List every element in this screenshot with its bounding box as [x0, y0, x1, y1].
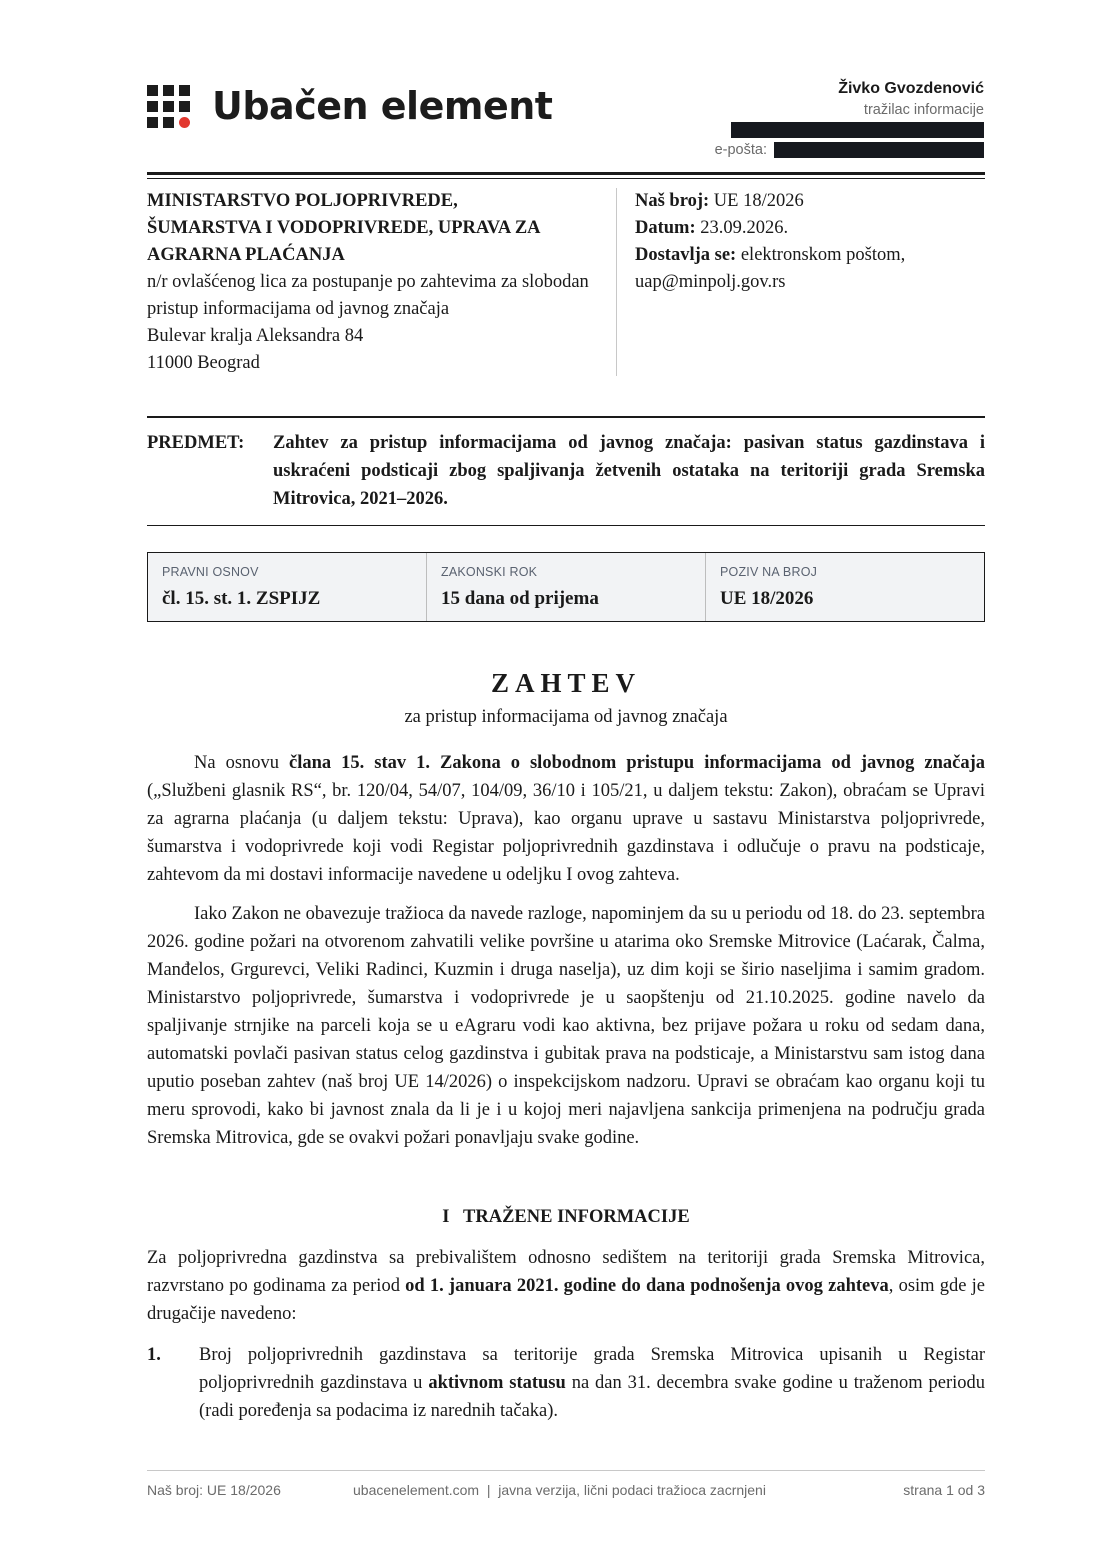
section-intro: [147, 1244, 985, 1328]
email-label: e-pošta:: [714, 142, 767, 158]
recipient-org-line2: ŠUMARSTVA I VODOPRIVREDE, UPRAVA ZA: [147, 218, 541, 238]
footer-rule: [147, 1470, 985, 1471]
para1-rest: („Službeni glasnik RS“, br. 120/04, 54/07, 104/09, 36/10 i 105/21, u daljem tekstu: Zakon), obraćam se Upravi za agrarna plaćanja (u daljem tekstu: Uprava), kao organu uprave u sastavu Ministarstva poljoprivrede, šumarstva i vodoprivrede koji vodi Registar poljoprivrednih gazdinstava i odlučuje o pravu na podsticaje, zahtevom da mi dostavi informacije navedene u odeljku I ovog zahteva.: [147, 781, 985, 885]
date-label: Datum:: [635, 218, 696, 238]
address-divider: [616, 188, 617, 376]
document-subtitle: za pristup informacijama od javnog značaja: [404, 707, 728, 727]
date-value: 23.09.2026.: [700, 218, 789, 238]
info-label: ZAKONSKI ROK: [441, 565, 538, 579]
info-value: čl. 15. st. 1. ZSPIJZ: [162, 588, 321, 609]
requester-role: tražilac informacije: [863, 102, 984, 118]
info-cell-reference: [706, 553, 984, 621]
ref-value: UE 18/2026: [713, 191, 804, 211]
intro-rest: , osim gde je drugačije navedeno:: [147, 1276, 985, 1324]
info-value: 15 dana od prijema: [441, 588, 599, 609]
delivery-email: uap@minpolj.gov.rs: [635, 272, 786, 292]
list-item: [147, 1341, 985, 1425]
para1-lead: Na osnovu: [194, 753, 290, 773]
delivery-label: Dostavlja se:: [635, 245, 737, 265]
recipient-street: Bulevar kralja Aleksandra 84: [147, 326, 364, 346]
recipient-org-line1: MINISTARSTVO POLJOPRIVREDE,: [147, 191, 458, 211]
subject-label: PREDMET:: [147, 433, 245, 453]
list-item-text: [199, 1341, 985, 1425]
list-item-number: 1.: [147, 1345, 161, 1365]
requester-block: [715, 78, 984, 158]
document-title: ZAHTEV: [490, 668, 642, 698]
info-value: UE 18/2026: [720, 588, 814, 609]
footer-center: ubacenelement.com | javna verzija, lični podaci tražioca zacrnjeni: [353, 1482, 766, 1498]
logo-text: Ubačen element: [212, 84, 553, 128]
ref-label: Naš broj:: [635, 191, 710, 211]
redacted-email: [774, 142, 984, 158]
requester-email-row: [715, 142, 984, 158]
item1-rest: na dan 31. decembra svake godine u traženom periodu (radi poređenja sa podacima iz narednih tačaka).: [199, 1373, 986, 1421]
document-meta: [635, 188, 985, 296]
info-cell-legal-basis: [148, 553, 427, 621]
subject-bottom-rule: [147, 525, 985, 526]
intro-bold: od 1. januara 2021. godine do dana podnošenja ovog zahteva: [405, 1276, 889, 1296]
header-rule: [147, 172, 985, 179]
footer-page-number: strana 1 od 3: [903, 1482, 985, 1498]
delivery-value: elektronskom poštom,: [740, 245, 906, 265]
section-heading-text: I TRAŽENE INFORMACIJE: [442, 1207, 690, 1227]
paragraph-2: [147, 900, 985, 1152]
recipient-org-line3: AGRARNA PLAĆANJA: [147, 245, 345, 265]
intro-lead: Za poljoprivredna gazdinstva sa prebivalištem odnosno sedištem na teritoriji grada Sremska Mitrovica, razvrstano po godinama za period: [147, 1248, 985, 1296]
subject-text: Zahtev za pristup informacijama od javnog značaja: pasivan status gazdinstava i uskraćeni podsticaji zbog spaljivanja žetvenih ostataka na teritoriji grada Sremska Mitrovica, 2021–2026.: [273, 433, 985, 509]
logo-grid-icon: [147, 85, 190, 128]
logo: [147, 84, 552, 128]
requester-name: Živko Gvozdenović: [838, 80, 984, 97]
para2-text: Iako Zakon ne obavezuje tražioca da navede razloge, napominjem da su u periodu od 18. do 23. septembra 2026. godine požari na otvorenom zahvatili velike površine u atarima oko Sremske Mitrovice (Laćarak, Čalma, Manđelos, Grgurevci, Veliki Radinci, Kuzmin i druga naselja), uz dim koji se širio naseljima i samim gradom. Ministarstvo poljoprivrede, šumarstva i vodoprivrede je u saopštenju od 21.10.2025. godine navelo da spaljivanje strnjike na parceli koja se u eAgraru vodi kao aktivna, bez prijave požara u roku od sedam dana, automatski povlači pasivan status celog gazdinstva i gubitak prava na podsticaje, a Ministarstvu sam istog dana uputio poseban zahtev (naš broj UE 14/2026) o inspekcijskom nadzoru. Upravi se obraćam kao organu koji tu meru sprovodi, kako bi javnost znala da li je i u kojoj meri najavljena sankcija primenjena na području grada Sremska Mitrovica, gde se ovakvi požari ponavljaju svake godine.: [147, 904, 985, 1148]
info-label: PRAVNI OSNOV: [162, 565, 259, 579]
footer-reference: Naš broj: UE 18/2026: [147, 1482, 281, 1498]
item1-bold: aktivnom statusu: [428, 1373, 566, 1393]
recipient-address: [147, 188, 607, 377]
item1-lead: Broj poljoprivrednih gazdinstava sa teritorije grada Sremska Mitrovica upisanih u Registar poljoprivrednih gazdinstava u: [199, 1345, 985, 1393]
recipient-attention: n/r ovlašćenog lica za postupanje po zahtevima za slobodan pristup informacijama od javnog značaja: [147, 272, 589, 319]
subject-top-rule: [147, 416, 985, 418]
info-cell-deadline: [427, 553, 706, 621]
recipient-city: 11000 Beograd: [147, 353, 260, 373]
section-heading: [147, 1203, 985, 1231]
paragraph-1: [147, 749, 985, 889]
info-label: POZIV NA BROJ: [720, 565, 818, 579]
info-table: [147, 552, 985, 622]
redacted-address: [731, 122, 984, 138]
para1-bold: člana 15. stav 1. Zakona o slobodnom pristupu informacijama od javnog značaja: [289, 753, 985, 773]
